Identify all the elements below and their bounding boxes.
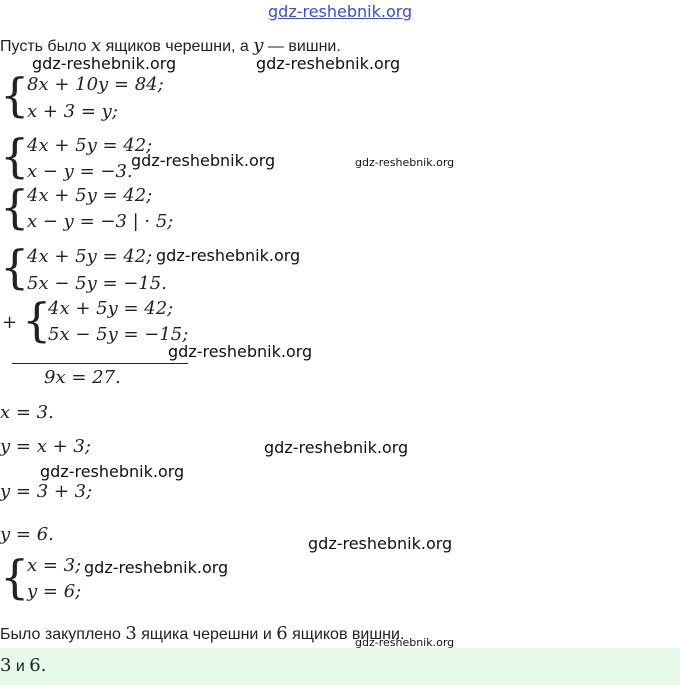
sum-line xyxy=(12,363,188,364)
answer-box xyxy=(0,648,680,685)
conclusion-part2: ящика черешни и xyxy=(141,626,272,643)
site-header-link[interactable]: gdz-reshebnik.org xyxy=(268,2,413,21)
intro-var-y: y xyxy=(253,35,264,56)
system4-eq1: 4x + 5y = 42; xyxy=(27,246,153,267)
system3-eq1: 4x + 5y = 42; xyxy=(27,185,153,206)
sum-result: 9x = 27. xyxy=(44,367,121,388)
conclusion-n2: 6 xyxy=(276,623,288,644)
system6-eq2: y = 6; xyxy=(27,581,82,602)
watermark: gdz-reshebnik.org xyxy=(264,438,409,457)
watermark-small: gdz-reshebnik.org xyxy=(355,636,455,649)
step-y-val: y = 6. xyxy=(0,524,54,545)
answer-text xyxy=(0,655,46,676)
step-y-expr: y = x + 3; xyxy=(0,436,91,457)
watermark: gdz-reshebnik.org xyxy=(256,54,401,73)
system6-brace: { xyxy=(0,550,30,604)
watermark: gdz-reshebnik.org xyxy=(131,151,276,170)
system4-eq2: 5x − 5y = −15. xyxy=(27,273,167,294)
watermark: gdz-reshebnik.org xyxy=(40,462,185,481)
intro-text xyxy=(0,35,341,56)
conclusion-part1: Было закуплено xyxy=(0,626,121,643)
conclusion-n1: 3 xyxy=(125,623,137,644)
system2-brace: { xyxy=(0,129,30,183)
answer-n1: 3 xyxy=(0,655,12,676)
step-x: x = 3. xyxy=(0,402,54,423)
plus-sign: + xyxy=(2,312,18,333)
intro-middle: ящиков черешни, а xyxy=(105,38,249,55)
system4-brace: { xyxy=(0,240,30,294)
system1-brace: { xyxy=(0,68,30,122)
watermark: gdz-reshebnik.org xyxy=(168,342,313,361)
conclusion-text xyxy=(0,623,404,644)
system5-eq1: 4x + 5y = 42; xyxy=(48,298,174,319)
system2-eq1: 4x + 5y = 42; xyxy=(27,135,153,156)
watermark-small: gdz-reshebnik.org xyxy=(355,156,455,169)
system5-eq2: 5x − 5y = −15; xyxy=(48,324,189,345)
intro-var-x: x xyxy=(90,35,102,56)
intro-suffix: — вишни. xyxy=(267,38,341,55)
intro-prefix: Пусть было xyxy=(0,38,87,55)
watermark: gdz-reshebnik.org xyxy=(32,54,177,73)
conclusion-part3: ящиков вишни. xyxy=(292,626,405,643)
system1-eq2: x + 3 = y; xyxy=(27,101,118,122)
step-y-sub: y = 3 + 3; xyxy=(0,481,93,502)
watermark: gdz-reshebnik.org xyxy=(156,246,301,265)
system1-eq1: 8x + 10y = 84; xyxy=(27,74,164,95)
system6-eq1: x = 3; xyxy=(27,555,82,576)
system3-brace: { xyxy=(0,180,30,234)
system5-brace: { xyxy=(22,293,52,347)
answer-conj: и xyxy=(15,658,25,675)
answer-n2: 6. xyxy=(29,655,47,676)
system3-eq2: x − y = −3 | · 5; xyxy=(27,211,174,232)
watermark: gdz-reshebnik.org xyxy=(84,558,229,577)
system2-eq2: x − y = −3. xyxy=(27,161,133,182)
watermark: gdz-reshebnik.org xyxy=(308,534,453,553)
